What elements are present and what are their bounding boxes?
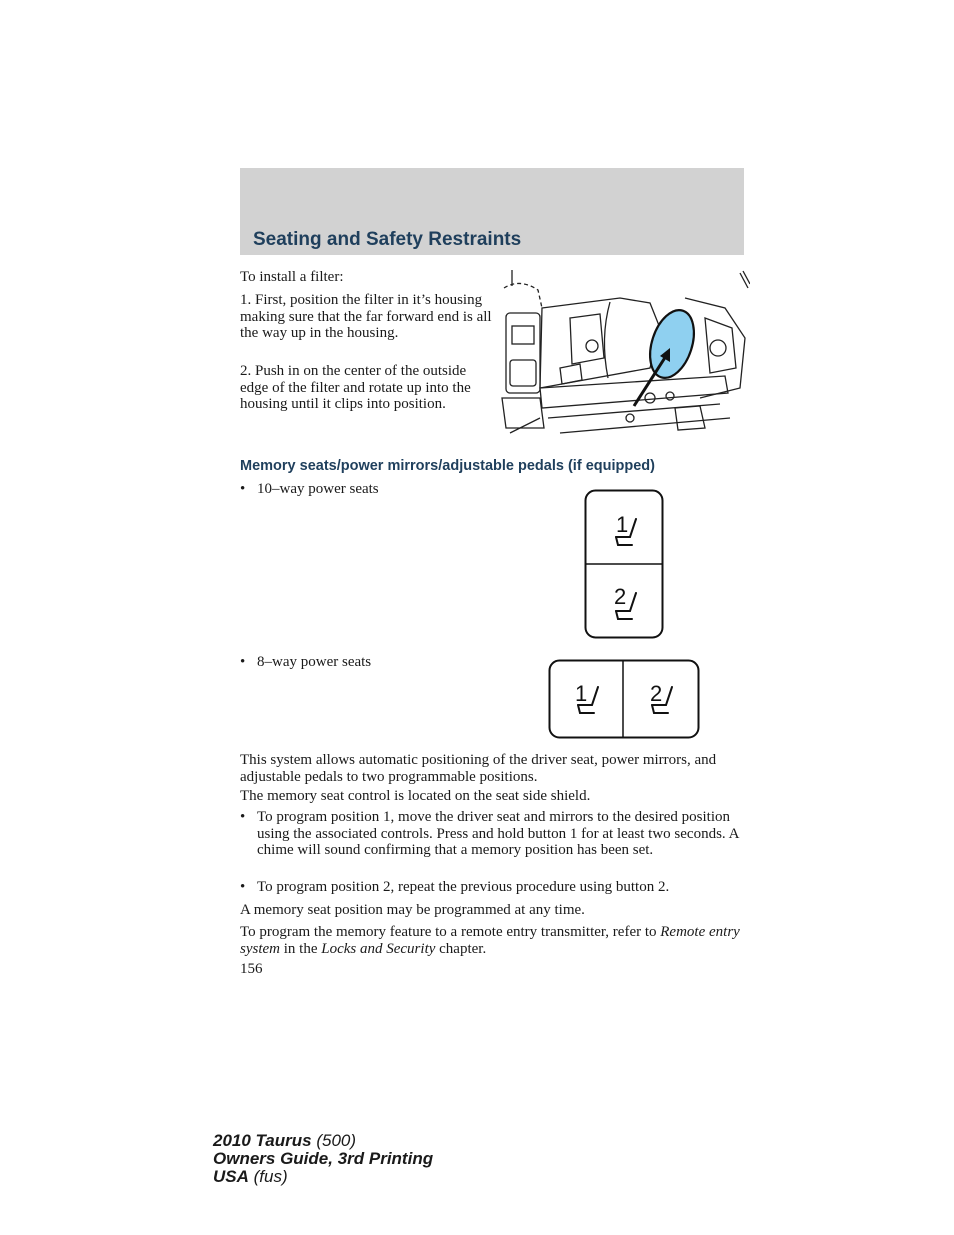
- memory-button-2-label: 2: [650, 681, 663, 706]
- document-footer: [213, 1132, 433, 1186]
- remote-entry-note-mid: in the: [283, 940, 318, 957]
- locks-security-reference: Locks and Security: [321, 940, 436, 957]
- footer-region-code: (fus): [253, 1167, 288, 1186]
- remote-entry-reference: Remote entry system: [240, 924, 740, 957]
- system-description: This system allows automatic positioning of the driver seat, power mirrors, and adjustable pedals to two programmable positions.: [240, 752, 717, 785]
- memory-button-1-label: 1: [575, 681, 588, 706]
- memory-button-1-label: 1: [616, 512, 629, 537]
- remote-entry-note: [240, 924, 745, 957]
- bullet-dot: •: [240, 481, 246, 497]
- remote-entry-note-suffix: chapter.: [439, 940, 487, 957]
- page-number: 156: [240, 961, 263, 977]
- memory-button-2-label: 2: [614, 584, 627, 609]
- bullet-dot: •: [240, 879, 246, 895]
- filter-step-2: 2. Push in on the center of the outside edge of the filter and rotate up into the housing until it clips into position.: [240, 363, 471, 412]
- control-location: The memory seat control is located on the seat side shield.: [240, 788, 591, 804]
- bullet-program-position-2: [240, 879, 745, 896]
- bullet-8-way: [240, 654, 371, 671]
- footer-model-line: [213, 1132, 433, 1150]
- footer-region-line: [213, 1168, 433, 1186]
- bullet-dot: •: [240, 809, 246, 825]
- footer-guide: Owners Guide, 3rd Printing: [213, 1149, 434, 1168]
- bullet-program-position-1: [240, 809, 745, 859]
- section-title: Seating and Safety Restraints: [253, 229, 522, 250]
- footer-region: USA: [213, 1167, 249, 1186]
- filter-step-1: 1. First, position the filter in it’s housing making sure that the far forward end is all the way up in the housing.: [240, 292, 492, 341]
- filter-intro: To install a filter:: [240, 269, 344, 285]
- filter-housing-illustration: [500, 268, 750, 438]
- programming-note: A memory seat position may be programmed at any time.: [240, 902, 585, 918]
- footer-guide-line: [213, 1150, 433, 1168]
- memory-buttons-horizontal: [548, 659, 700, 739]
- bullet-program-position-1-text: To program position 1, move the driver seat and mirrors to the desired position using the associated controls. Press and hold button 1 for at least two seconds. A chime will sound confirming that a memory position has been set.: [257, 809, 739, 858]
- footer-model-code: (500): [316, 1131, 357, 1150]
- bullet-10-way: [240, 481, 379, 498]
- memory-seats-heading: Memory seats/power mirrors/adjustable pedals (if equipped): [240, 458, 655, 474]
- memory-buttons-vertical: [584, 489, 664, 640]
- footer-model: 2010 Taurus: [213, 1131, 312, 1150]
- bullet-8-way-text: 8–way power seats: [257, 654, 372, 670]
- bullet-10-way-text: 10–way power seats: [257, 481, 379, 497]
- bullet-program-position-2-text: To program position 2, repeat the previous procedure using button 2.: [257, 879, 670, 895]
- bullet-dot: •: [240, 654, 246, 670]
- remote-entry-note-prefix: To program the memory feature to a remote entry transmitter, refer to: [240, 924, 657, 940]
